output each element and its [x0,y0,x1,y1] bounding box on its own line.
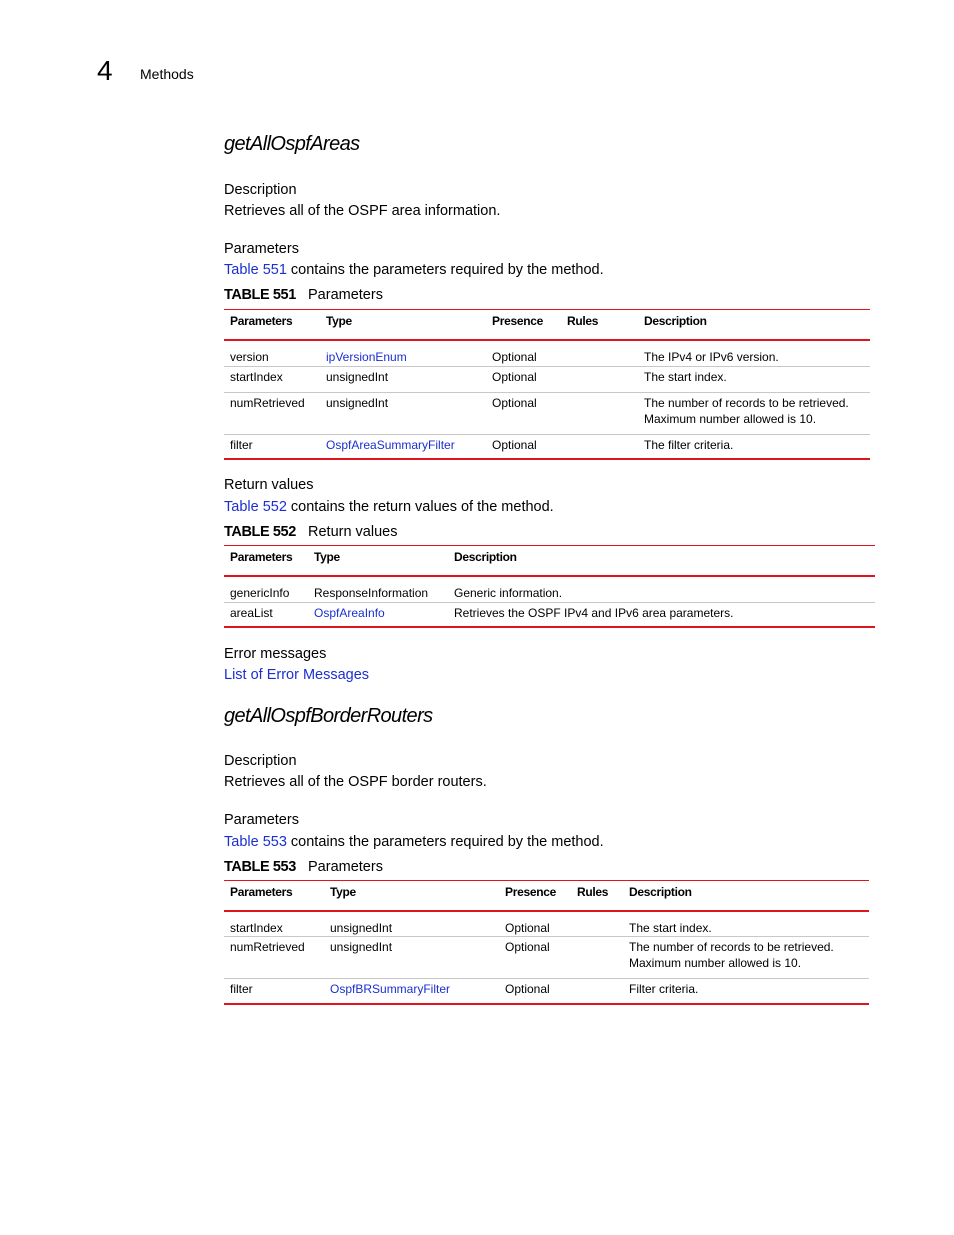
table-row [224,576,875,602]
table-cell: Filter criteria. [623,979,869,1004]
table-header-row [224,310,870,341]
table-cell [571,937,623,979]
return-values-table-552 [224,545,875,628]
return-values-heading: Return values [224,477,314,493]
description-text: Retrieves all of the OSPF border routers. [224,774,487,790]
table-551-caption [224,287,383,303]
table-cell: Generic information. [448,576,875,602]
chapter-number: 4 [97,55,113,86]
table-cell: Optional [486,340,561,366]
table-row [224,937,869,979]
table-label: TABLE 552 [224,524,296,540]
table-553-link[interactable]: Table 553 [224,834,287,850]
table-row [224,366,870,392]
table-row [224,979,869,1004]
parameters-intro [224,834,604,850]
table-552-link[interactable]: Table 552 [224,499,287,515]
table-cell: Optional [486,366,561,392]
column-header: Presence [499,881,571,912]
table-552-caption [224,524,397,540]
table-cell: The number of records to be retrieved. Maximum number allowed is 10. [623,937,869,979]
column-header: Description [638,310,870,341]
table-cell: startIndex [224,911,324,937]
table-cell: unsignedInt [324,937,499,979]
table-header-row [224,546,875,577]
table-cell: version [224,340,320,366]
column-header: Rules [571,881,623,912]
type-link[interactable]: OspfAreaInfo [314,605,385,620]
error-messages-link[interactable]: List of Error Messages [224,667,370,683]
parameters-intro-text: contains the parameters required by the method. [286,262,604,278]
table-cell: Retrieves the OSPF IPv4 and IPv6 area parameters. [448,602,875,627]
column-header: Type [324,881,499,912]
table-cell: filter [224,979,324,1004]
parameters-intro-text: contains the parameters required by the method. [286,834,604,850]
return-values-intro [224,499,554,515]
table-cell [571,979,623,1004]
description-text: Retrieves all of the OSPF area information. [224,203,501,219]
table-row [224,340,870,366]
table-header-row [224,881,869,912]
table-cell: The start index. [638,366,870,392]
table-cell [561,340,638,366]
table-cell [561,366,638,392]
description-heading: Description [224,753,297,769]
table-label: TABLE 553 [224,859,296,875]
table-cell: unsignedInt [320,366,486,392]
table-row [224,434,870,459]
description-heading: Description [224,182,297,198]
table-caption-text: Parameters [308,859,383,875]
table-cell [561,392,638,434]
parameters-heading: Parameters [224,241,299,257]
table-cell: Optional [499,911,571,937]
table-cell: Optional [499,937,571,979]
table-cell: areaList [224,602,308,627]
table-cell: numRetrieved [224,392,320,434]
type-link[interactable]: OspfAreaSummaryFilter [326,437,455,452]
table-caption-text: Return values [308,524,398,540]
parameters-intro [224,262,604,278]
table-cell: filter [224,434,320,459]
table-row [224,392,870,434]
table-cell: The start index. [623,911,869,937]
column-header: Presence [486,310,561,341]
column-header: Description [448,546,875,577]
table-cell [571,911,623,937]
column-header: Parameters [224,310,320,341]
column-header: Type [308,546,448,577]
table-cell: ResponseInformation [308,576,448,602]
table-cell: unsignedInt [324,911,499,937]
chapter-title: Methods [140,66,194,82]
table-551-link[interactable]: Table 551 [224,262,287,278]
return-values-intro-text: contains the return values of the method. [286,499,554,515]
parameters-table-551 [224,309,870,460]
column-header: Rules [561,310,638,341]
table-cell: startIndex [224,366,320,392]
table-cell: Optional [486,434,561,459]
type-link[interactable]: ipVersionEnum [326,350,407,364]
table-cell: unsignedInt [320,392,486,434]
table-cell: The filter criteria. [638,434,870,459]
table-row [224,911,869,937]
error-messages-heading: Error messages [224,646,327,662]
table-caption-text: Parameters [308,287,383,303]
table-cell: Optional [486,392,561,434]
table-cell: Optional [499,979,571,1004]
table-label: TABLE 551 [224,287,296,303]
table-row [224,602,875,627]
parameters-table-553 [224,880,869,1005]
table-cell: numRetrieved [224,937,324,979]
column-header: Parameters [224,546,308,577]
table-cell [561,434,638,459]
column-header: Description [623,881,869,912]
column-header: Parameters [224,881,324,912]
table-cell: genericInfo [224,576,308,602]
method-title-getallospfareas: getAllOspfAreas [224,133,360,155]
type-link[interactable]: OspfBRSummaryFilter [330,982,451,996]
parameters-heading: Parameters [224,812,299,828]
column-header: Type [320,310,486,341]
table-cell: The number of records to be retrieved. Maximum number allowed is 10. [638,392,870,434]
table-cell: The IPv4 or IPv6 version. [638,340,870,366]
table-553-caption [224,859,383,875]
method-title-getallospfborderrouters: getAllOspfBorderRouters [224,705,433,727]
